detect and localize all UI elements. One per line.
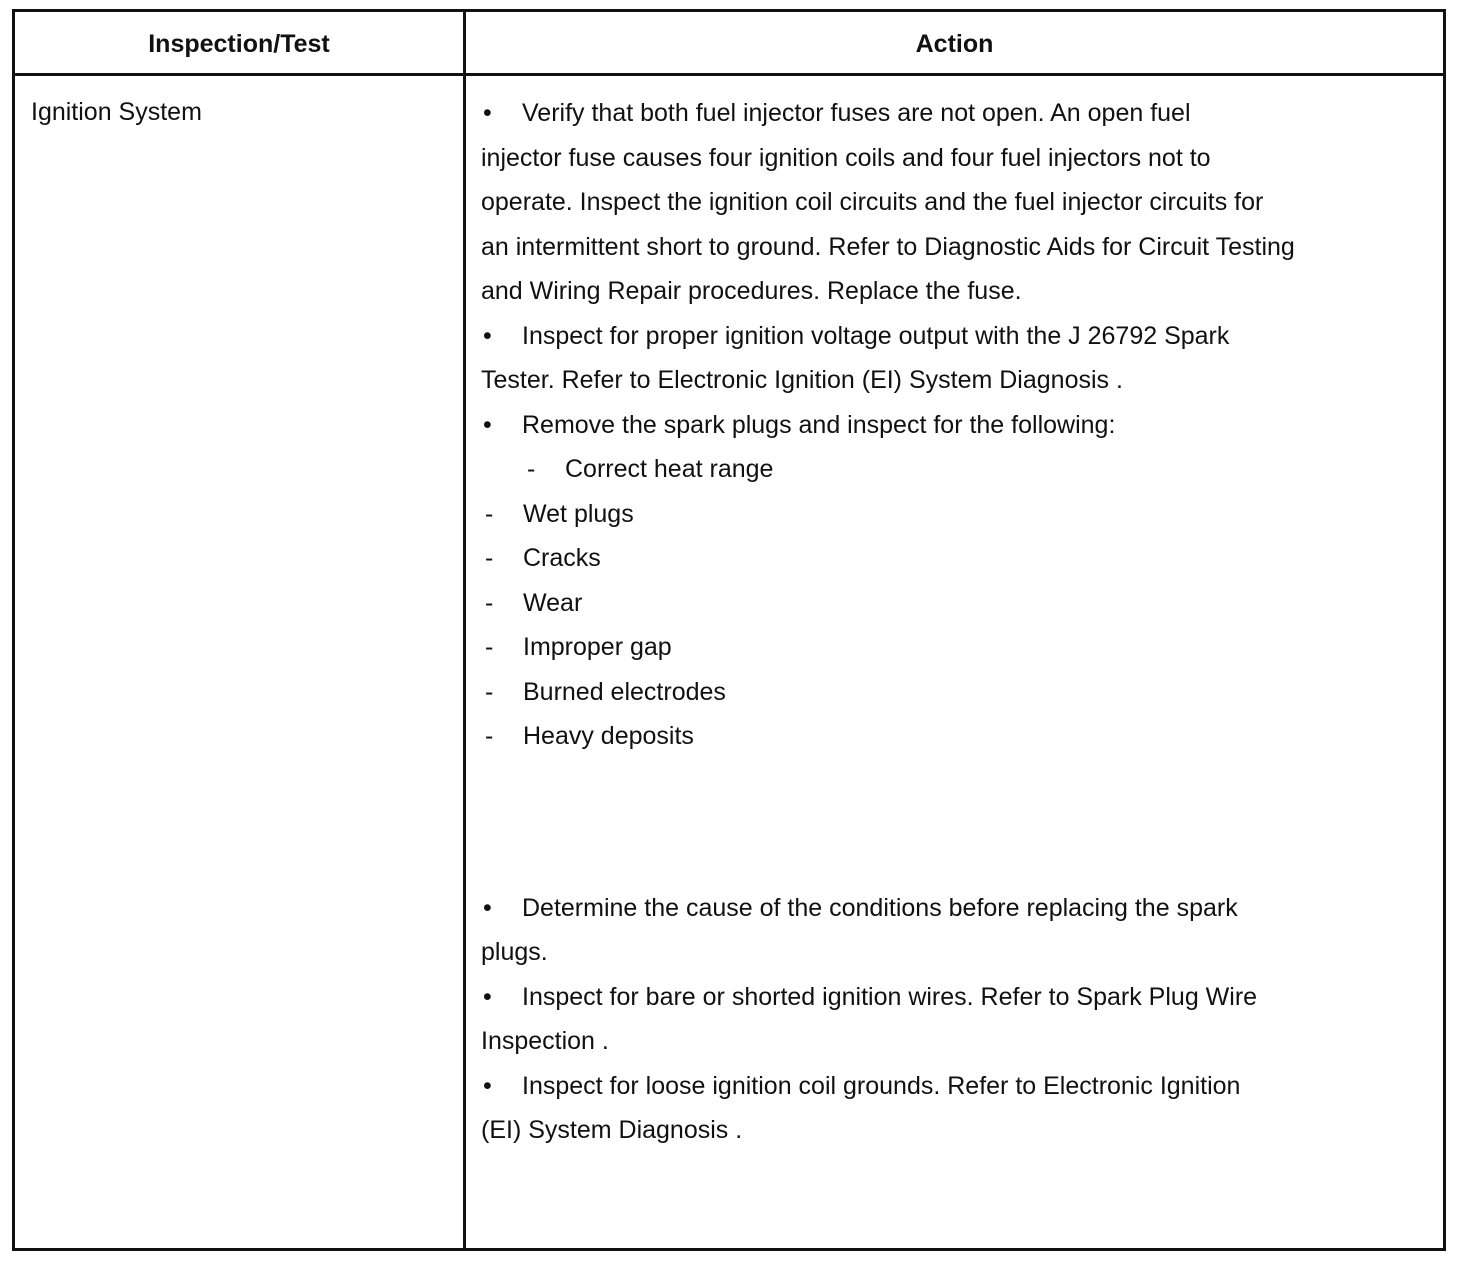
dash-marker: - bbox=[485, 544, 494, 572]
action-line: • Inspect for loose ignition coil grounds. Refer to Electronic Ignition bbox=[481, 1064, 1381, 1109]
sub-item: - Correct heat range bbox=[481, 447, 1381, 492]
inspection-table bbox=[12, 9, 1446, 1251]
action-line: an intermittent short to ground. Refer to Diagnostic Aids for Circuit Testing bbox=[481, 232, 1295, 261]
action-line: • Inspect for proper ignition voltage output with the J 26792 Spark bbox=[481, 314, 1381, 359]
action-line: (EI) System Diagnosis . bbox=[481, 1116, 743, 1144]
action-line: • Inspect for bare or shorted ignition wires. Refer to Spark Plug Wire bbox=[481, 975, 1381, 1020]
dash-marker: - bbox=[527, 455, 536, 483]
sub-item: - Improper gap bbox=[481, 625, 1381, 670]
bullet-marker: • bbox=[483, 893, 492, 922]
header-divider bbox=[15, 73, 1443, 76]
action-line: plugs. bbox=[481, 938, 548, 966]
bullet-marker: • bbox=[483, 982, 492, 1011]
dash-marker: - bbox=[485, 633, 494, 661]
bullet-marker: • bbox=[483, 321, 492, 350]
action-line: Tester. Refer to Electronic Ignition (EI) System Diagnosis . bbox=[481, 366, 1123, 394]
bullet-marker: • bbox=[483, 1071, 492, 1100]
action-line: and Wiring Repair procedures. Replace the fuse. bbox=[481, 277, 1022, 305]
action-line: injector fuse causes four ignition coils and four fuel injectors not to bbox=[481, 143, 1211, 172]
dash-marker: - bbox=[485, 677, 494, 706]
action-cell bbox=[481, 91, 1381, 1153]
sub-item: - Wear bbox=[481, 581, 1381, 626]
sub-item: - Heavy deposits bbox=[481, 714, 1381, 759]
test-name-cell: Ignition System bbox=[31, 98, 202, 126]
dash-marker: - bbox=[485, 722, 494, 750]
sub-item: - Burned electrodes bbox=[481, 670, 1381, 715]
dash-marker: - bbox=[485, 588, 494, 617]
bullet-marker: • bbox=[483, 410, 492, 439]
spacer bbox=[481, 759, 1381, 886]
dash-marker: - bbox=[485, 499, 494, 528]
sub-item: - Cracks bbox=[481, 536, 1381, 581]
action-line: • Verify that both fuel injector fuses are not open. An open fuel bbox=[481, 91, 1381, 136]
action-line: Inspection . bbox=[481, 1027, 609, 1055]
action-line: • Remove the spark plugs and inspect for the following: bbox=[481, 403, 1381, 448]
column-divider bbox=[463, 12, 466, 1248]
bullet-marker: • bbox=[483, 99, 492, 127]
action-line: operate. Inspect the ignition coil circuits and the fuel injector circuits for bbox=[481, 188, 1264, 216]
column-header-inspection: Inspection/Test bbox=[148, 30, 330, 58]
sub-item: - Wet plugs bbox=[481, 492, 1381, 537]
action-line: • Determine the cause of the conditions before replacing the spark bbox=[481, 886, 1381, 931]
column-header-action: Action bbox=[915, 30, 994, 58]
